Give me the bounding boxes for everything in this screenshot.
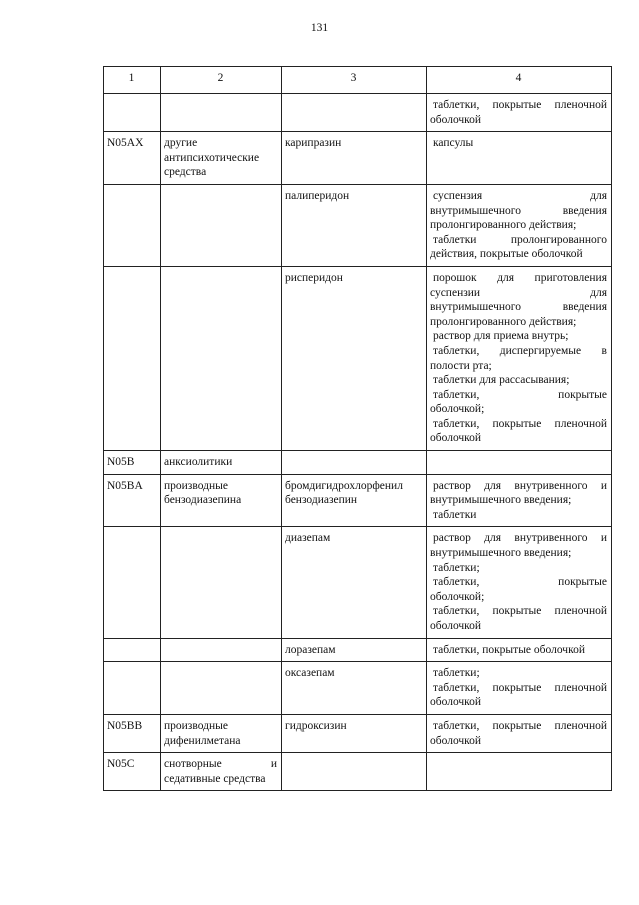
dosage-form-line: пролонгированного действия;: [430, 219, 577, 232]
table-row: [104, 184, 612, 266]
dosage-form-line: внутримышечного введения;: [430, 547, 572, 560]
dosage-form-line: внутримышечного введения: [430, 301, 607, 314]
dosage-forms-cell: [427, 184, 612, 266]
dosage-forms-cell: [427, 753, 612, 791]
group-cell: [161, 662, 282, 715]
dosage-form-line: оболочкой: [430, 432, 482, 445]
dosage-form-line: таблетки, покрытые пленочной: [433, 417, 607, 430]
substance-cell: [282, 638, 427, 662]
dosage-form-line: оболочкой: [430, 113, 482, 126]
group-line: антипсихотические: [164, 151, 260, 164]
dosage-form-line: таблетки, покрытые: [433, 576, 607, 589]
dosage-form-line: таблетки для рассасывания;: [433, 374, 570, 387]
dosage-form-line: суспензии для: [430, 286, 607, 299]
table-row: [104, 753, 612, 791]
table-row: [104, 451, 612, 475]
group-cell: [161, 714, 282, 752]
atc-code-cell: [104, 638, 161, 662]
substance-cell: [282, 662, 427, 715]
group-cell: [161, 753, 282, 791]
dosage-form-line: таблетки;: [433, 667, 480, 680]
substance-line: бромдигидрохлорфенил: [285, 479, 403, 492]
dosage-form-line: пролонгированного действия;: [430, 315, 577, 328]
substance-line: диазепам: [285, 532, 331, 545]
dosage-forms-cell: [427, 662, 612, 715]
atc-code-cell: N05B: [104, 451, 161, 475]
dosage-form-line: таблетки пролонгированного: [433, 233, 607, 246]
column-header-1: 1: [104, 67, 161, 94]
substance-line: рисперидон: [285, 271, 343, 284]
table-row: [104, 662, 612, 715]
dosage-form-line: таблетки, покрытые: [433, 388, 607, 401]
substance-cell: [282, 132, 427, 185]
group-line: другие: [164, 137, 198, 150]
group-cell: [161, 451, 282, 475]
substance-line: гидроксизин: [285, 719, 347, 732]
page-number: 131: [310, 22, 329, 34]
dosage-forms-cell: [427, 527, 612, 638]
dosage-form-line: таблетки, покрытые пленочной: [433, 99, 607, 111]
atc-code-cell: [104, 184, 161, 266]
group-line: анксиолитики: [164, 456, 233, 469]
dosage-form-line: раствор для приема внутрь;: [433, 330, 569, 343]
dosage-form-line: таблетки, покрытые пленочной: [433, 719, 607, 732]
group-cell: [161, 266, 282, 450]
table-row: [104, 527, 612, 638]
substance-line: бензодиазепин: [285, 494, 358, 507]
substance-cell: [282, 714, 427, 752]
group-line: средства: [164, 166, 207, 179]
dosage-form-line: полости рта;: [430, 359, 492, 372]
substance-cell: [282, 451, 427, 475]
dosage-forms-cell: [427, 94, 612, 132]
group-line: производные: [164, 479, 228, 492]
group-cell: [161, 638, 282, 662]
substance-cell: [282, 474, 427, 527]
substance-line: оксазепам: [285, 667, 335, 680]
group-line: седативные средства: [164, 772, 266, 785]
dosage-form-line: таблетки, диспергируемые в: [433, 344, 607, 357]
group-cell: [161, 94, 282, 132]
group-cell: [161, 184, 282, 266]
column-header-4: 4: [427, 67, 612, 94]
substance-cell: [282, 266, 427, 450]
dosage-form-line: оболочкой: [430, 696, 482, 709]
group-cell: [161, 132, 282, 185]
header-row: [104, 67, 612, 94]
table-row: [104, 132, 612, 185]
group-line: производные: [164, 719, 228, 732]
dosage-form-line: оболочкой;: [430, 403, 485, 416]
substance-line: лоразепам: [285, 643, 336, 656]
dosage-form-line: порошок для приготовления: [433, 271, 607, 284]
atc-code-cell: [104, 527, 161, 638]
dosage-forms-cell: [427, 266, 612, 450]
substance-cell: [282, 527, 427, 638]
table-row: [104, 266, 612, 450]
substance-cell: [282, 184, 427, 266]
table-row: [104, 638, 612, 662]
atc-code-cell: N05C: [104, 753, 161, 791]
dosage-form-line: таблетки, покрытые пленочной: [433, 681, 607, 694]
dosage-forms-cell: [427, 132, 612, 185]
table-row: [104, 714, 612, 752]
atc-code-cell: N05AX: [104, 132, 161, 185]
group-line: бензодиазепина: [164, 494, 242, 507]
dosage-form-line: внутримышечного введения: [430, 204, 607, 217]
group-cell: [161, 474, 282, 527]
dosage-forms-cell: [427, 451, 612, 475]
dosage-form-line: действия, покрытые оболочкой: [430, 248, 583, 261]
atc-code-cell: [104, 94, 161, 132]
atc-code-cell: [104, 266, 161, 450]
dosage-form-line: таблетки, покрытые пленочной: [433, 605, 607, 618]
column-header-3: 3: [282, 67, 427, 94]
dosage-form-line: суспензия для: [433, 189, 607, 202]
atc-code-cell: N05BB: [104, 714, 161, 752]
substance-line: палиперидон: [285, 189, 350, 202]
dosage-form-line: оболочкой;: [430, 590, 485, 603]
dosage-form-line: оболочкой: [430, 734, 482, 747]
dosage-forms-cell: [427, 638, 612, 662]
substance-cell: [282, 753, 427, 791]
column-header-2: 2: [161, 67, 282, 94]
dosage-forms-cell: [427, 714, 612, 752]
dosage-forms-cell: [427, 474, 612, 527]
table-row: [104, 94, 612, 132]
dosage-form-line: внутримышечного введения;: [430, 494, 572, 507]
dosage-form-line: раствор для внутривенного и: [433, 479, 607, 492]
group-line: снотворные и: [164, 758, 277, 771]
dosage-form-line: таблетки, покрытые оболочкой: [433, 643, 585, 656]
group-cell: [161, 527, 282, 638]
dosage-form-line: раствор для внутривенного и: [433, 532, 607, 545]
substance-line: карипразин: [285, 137, 342, 150]
atc-code-cell: N05BA: [104, 474, 161, 527]
dosage-form-line: таблетки;: [433, 561, 480, 574]
dosage-form-line: таблетки: [433, 508, 477, 521]
substance-cell: [282, 94, 427, 132]
drug-table: [103, 66, 612, 791]
table-row: [104, 474, 612, 527]
group-line: дифенилметана: [164, 734, 241, 747]
dosage-form-line: капсулы: [433, 137, 474, 150]
dosage-form-line: оболочкой: [430, 620, 482, 632]
atc-code-cell: [104, 662, 161, 715]
